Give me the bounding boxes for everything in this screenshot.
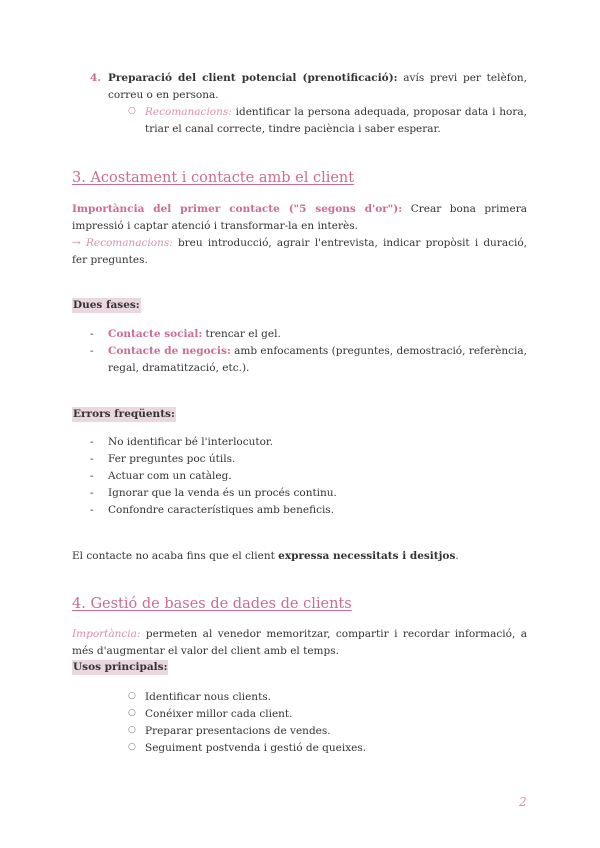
use-item: Conéixer millor cada client. — [145, 708, 293, 720]
circle-bullet-icon: ○ — [128, 742, 136, 752]
phase-label: Contacte de negocis: — [108, 345, 231, 357]
rec-text: identificar la persona adequada, proposar data i hora, triar el canal correcte, tindre paciència i saber esperar. — [145, 106, 527, 135]
section3-heading: 3. Acostament i contacte amb el client — [72, 170, 355, 186]
circle-bullet-icon: ○ — [128, 725, 136, 735]
item4-title: Preparació del client potencial (prenotificació): — [108, 72, 398, 84]
closing-bold: expressa necessitats i desitjos — [278, 550, 456, 562]
uses-title: Usos principals: — [73, 661, 168, 673]
errors-title: Errors freqüents: — [73, 408, 175, 420]
rec-text: breu introducció, agrair l'entrevista, indicar propòsit i duració, fer preguntes. — [72, 237, 527, 266]
section4-heading: 4. Gestió de bases de dades de clients — [72, 596, 352, 612]
error-item: No identificar bé l'interlocutor. — [108, 436, 274, 448]
list-number: 4. — [90, 72, 101, 84]
dash-bullet-icon: - — [90, 345, 94, 357]
phases-title: Dues fases: — [73, 299, 140, 311]
dash-bullet-icon: - — [90, 487, 94, 499]
dash-bullet-icon: - — [90, 328, 94, 340]
phases-title-wrap — [72, 297, 527, 314]
importance-label: Importància del primer contacte ("5 segons d'or"): — [72, 203, 403, 215]
phase-label: Contacte social: — [108, 328, 203, 340]
item4-paragraph — [108, 70, 527, 103]
closing-pre: El contacte no acaba fins que el client — [72, 550, 279, 562]
dash-bullet-icon: - — [90, 453, 94, 465]
dash-bullet-icon: - — [90, 436, 94, 448]
dash-bullet-icon: - — [90, 504, 94, 516]
use-item: Identificar nous clients. — [145, 691, 272, 703]
use-item: Preparar presentacions de vendes. — [145, 725, 331, 737]
phase-item — [108, 343, 527, 376]
closing-post: . — [455, 550, 459, 562]
section4-importance — [72, 626, 527, 659]
dash-bullet-icon: - — [90, 470, 94, 482]
importance-text: Crear bona primera impressió i captar atenció i transformar-la en interès. — [72, 203, 527, 232]
rec-label: → Recomanacions: — [72, 237, 173, 249]
rec-label: Recomanacions: — [145, 106, 232, 118]
error-item: Ignorar que la venda és un procés continu. — [108, 487, 337, 499]
section3-closing — [72, 548, 527, 565]
page-number: 2 — [519, 795, 527, 809]
importance-text: permeten al venedor memoritzar, compartir i recordar informació, a més d'augmentar el valor del client amb el temps. — [72, 628, 527, 657]
phase-item — [108, 326, 527, 343]
error-item: Confondre característiques amb beneficis. — [108, 504, 335, 516]
item4-text: avís previ per telèfon, correu o en persona. — [108, 72, 527, 101]
uses-title-wrap — [72, 659, 527, 676]
section3-importance — [72, 201, 527, 234]
phase-text: trencar el gel. — [202, 328, 281, 340]
importance-label: Importància: — [72, 628, 141, 640]
phase-text: amb enfocaments (preguntes, demostració, referència, regal, dramatització, etc.). — [108, 345, 527, 374]
circle-bullet-icon: ○ — [128, 106, 136, 116]
circle-bullet-icon: ○ — [128, 708, 136, 718]
item4-recommendations — [145, 104, 527, 137]
use-item: Seguiment postvenda i gestió de queixes. — [145, 742, 367, 754]
error-item: Actuar com un catàleg. — [108, 470, 232, 482]
error-item: Fer preguntes poc útils. — [108, 453, 236, 465]
errors-title-wrap — [72, 406, 527, 423]
section3-recommendations — [72, 235, 527, 268]
circle-bullet-icon: ○ — [128, 691, 136, 701]
